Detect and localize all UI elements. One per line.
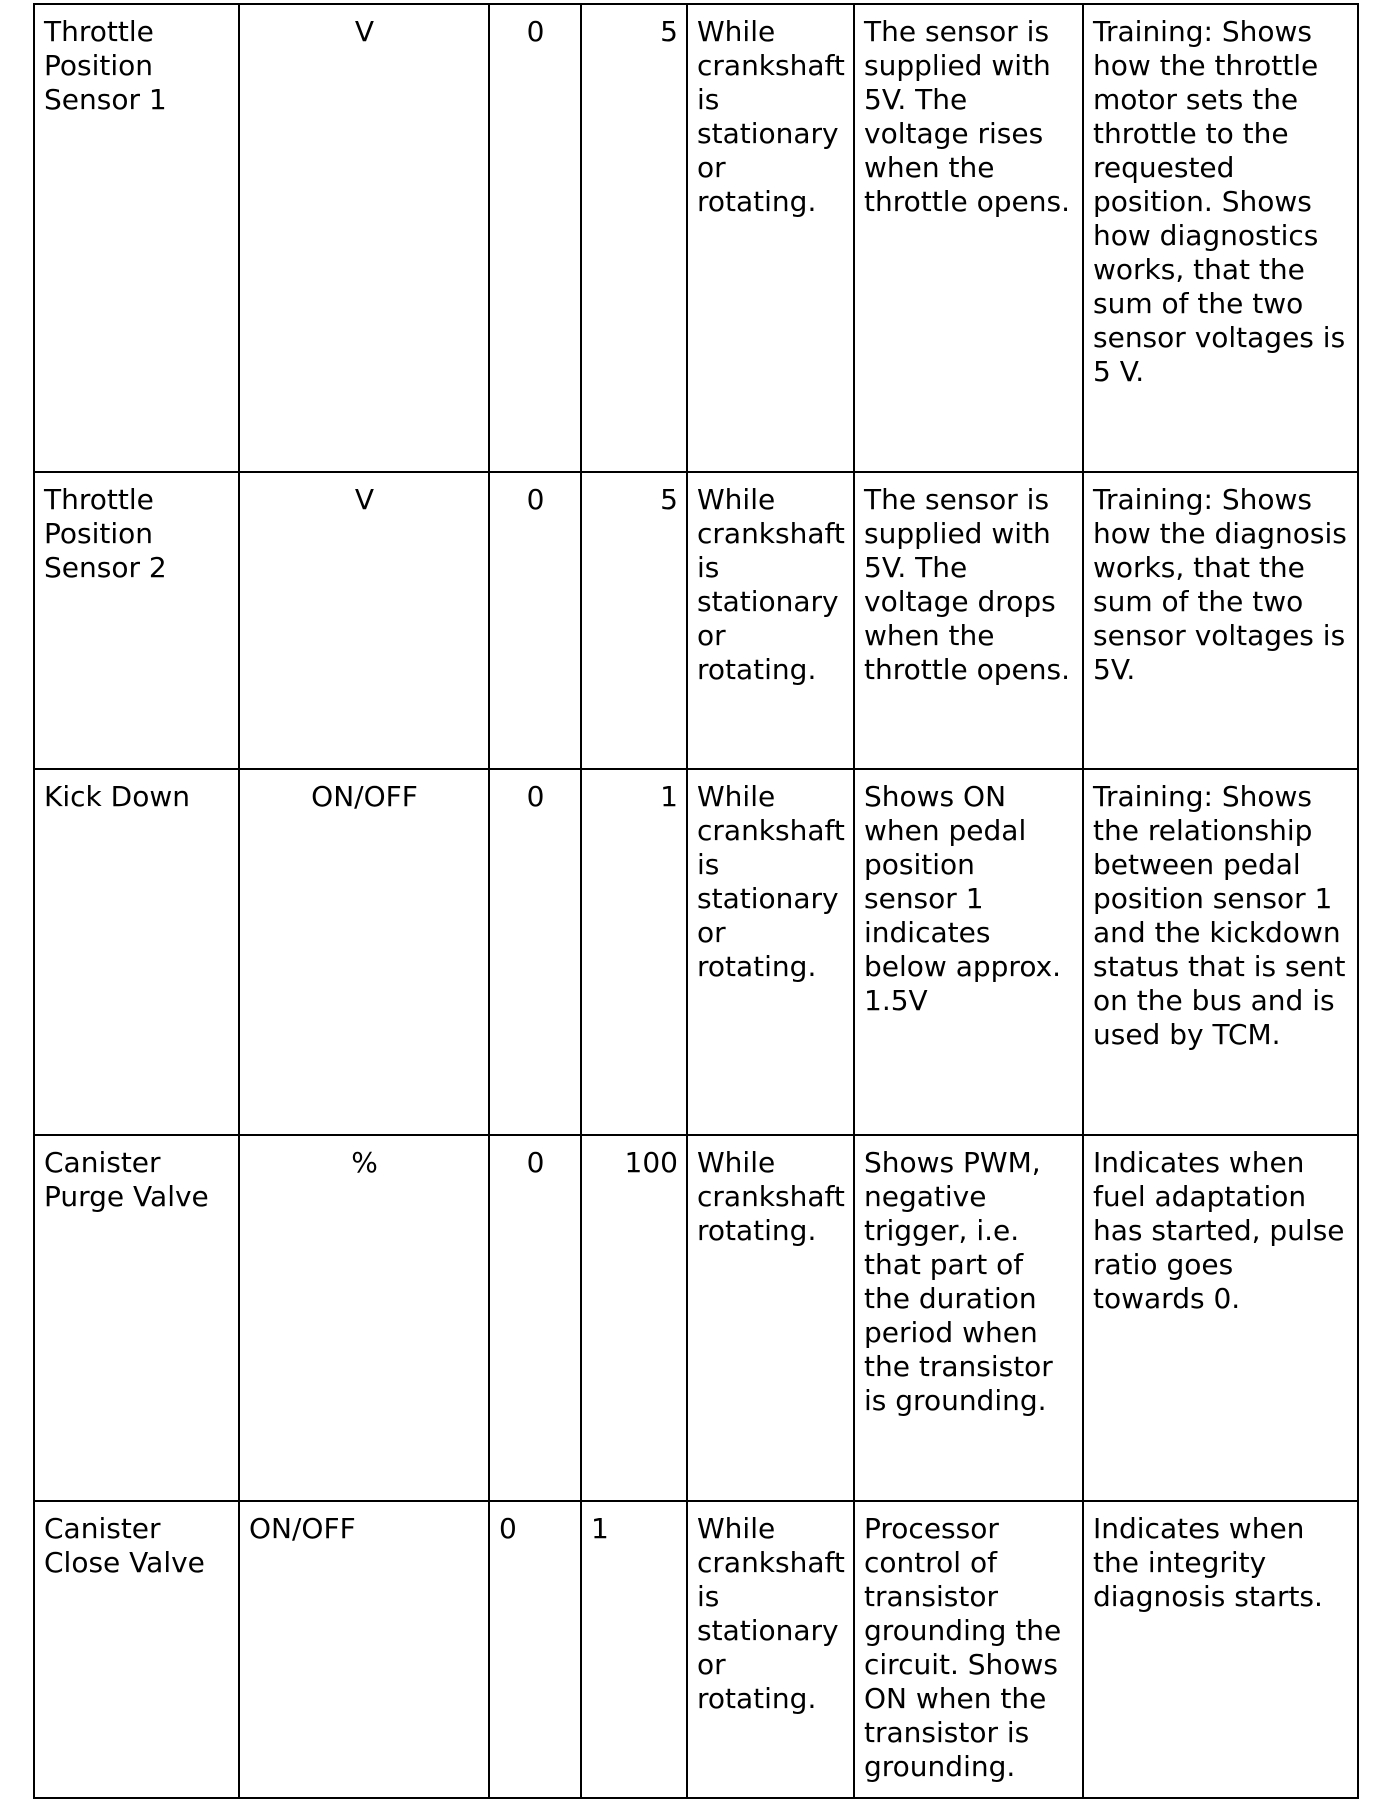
parameter-max: 5 xyxy=(581,4,687,472)
parameter-unit: ON/OFF xyxy=(239,1501,489,1798)
parameter-max: 5 xyxy=(581,472,687,769)
parameter-max: 1 xyxy=(581,769,687,1135)
parameter-unit: ON/OFF xyxy=(239,769,489,1135)
parameter-min: 0 xyxy=(489,1501,581,1798)
parameter-name: Canister Close Valve xyxy=(34,1501,239,1798)
parameter-notes: Training: Shows the relationship between pedal position sensor 1 and the kickdown status that is sent on the bus and is used by TCM. xyxy=(1083,769,1358,1135)
parameter-notes: Training: Shows how the diagnosis works, that the sum of the two sensor voltages is 5V. xyxy=(1083,472,1358,769)
table-row xyxy=(34,1135,1358,1501)
parameter-condition: While crankshaft is stationary or rotating. xyxy=(687,472,854,769)
parameter-unit: V xyxy=(239,4,489,472)
parameter-condition: While crankshaft is stationary or rotating. xyxy=(687,4,854,472)
parameter-condition: While crankshaft is stationary or rotating. xyxy=(687,769,854,1135)
parameter-description: The sensor is supplied with 5V. The voltage drops when the throttle opens. xyxy=(854,472,1083,769)
parameter-unit: V xyxy=(239,472,489,769)
parameter-description: Shows PWM, negative trigger, i.e. that part of the duration period when the transistor is grounding. xyxy=(854,1135,1083,1501)
parameter-notes: Training: Shows how the throttle motor sets the throttle to the requested position. Shows how diagnostics works, that the sum of the two sensor voltages is 5 V. xyxy=(1083,4,1358,472)
table-row xyxy=(34,1501,1358,1798)
parameter-name: Kick Down xyxy=(34,769,239,1135)
table-row xyxy=(34,472,1358,769)
parameter-name: Throttle Position Sensor 2 xyxy=(34,472,239,769)
table-row xyxy=(34,4,1358,472)
parameter-condition: While crankshaft is stationary or rotating. xyxy=(687,1501,854,1798)
parameter-min: 0 xyxy=(489,4,581,472)
parameter-description: Shows ON when pedal position sensor 1 indicates below approx. 1.5V xyxy=(854,769,1083,1135)
parameter-name: Throttle Position Sensor 1 xyxy=(34,4,239,472)
parameter-notes: Indicates when the integrity diagnosis starts. xyxy=(1083,1501,1358,1798)
parameter-condition: While crankshaft rotating. xyxy=(687,1135,854,1501)
parameter-table xyxy=(33,3,1359,1799)
parameter-notes: Indicates when fuel adaptation has started, pulse ratio goes towards 0. xyxy=(1083,1135,1358,1501)
parameter-max: 100 xyxy=(581,1135,687,1501)
parameter-max: 1 xyxy=(581,1501,687,1798)
parameter-description: Processor control of transistor grounding the circuit. Shows ON when the transistor is grounding. xyxy=(854,1501,1083,1798)
parameter-name: Canister Purge Valve xyxy=(34,1135,239,1501)
parameter-description: The sensor is supplied with 5V. The voltage rises when the throttle opens. xyxy=(854,4,1083,472)
table-row xyxy=(34,769,1358,1135)
parameter-min: 0 xyxy=(489,472,581,769)
parameter-min: 0 xyxy=(489,1135,581,1501)
parameter-unit: % xyxy=(239,1135,489,1501)
parameter-min: 0 xyxy=(489,769,581,1135)
